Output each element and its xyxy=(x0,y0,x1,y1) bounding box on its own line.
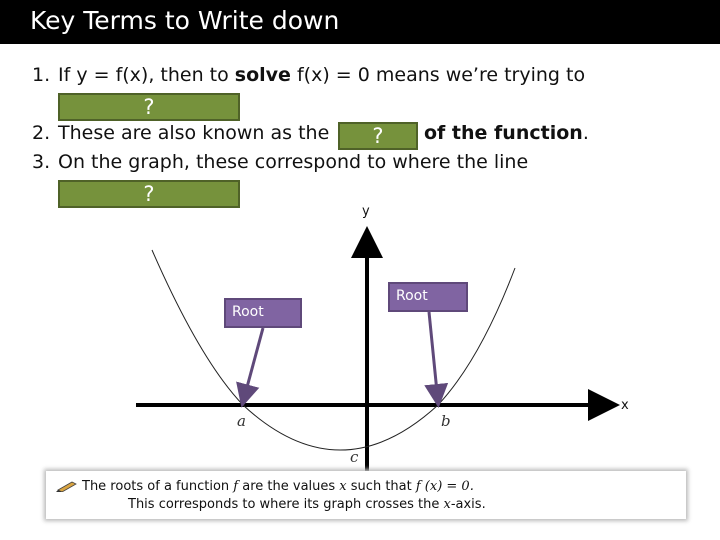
x-axis-label: x xyxy=(621,398,629,413)
note-math: f xyxy=(233,479,239,494)
item-text: On the graph, these correspond to where the line xyxy=(58,151,529,173)
answer-placeholder: ? xyxy=(372,124,384,148)
root-label-left xyxy=(224,298,302,328)
root-label-text: Root xyxy=(232,304,264,320)
item-bold: solve xyxy=(234,64,291,86)
root-label-right xyxy=(388,282,468,312)
point-c-label: c xyxy=(350,448,359,466)
definition-note xyxy=(46,471,686,519)
item-number: 2. xyxy=(32,122,51,144)
note-text: The roots of a function xyxy=(82,479,230,494)
answer-placeholder: ? xyxy=(143,95,155,119)
root-arrow-right xyxy=(429,312,438,402)
root-label-text: Root xyxy=(396,288,428,304)
page-title: Key Terms to Write down xyxy=(30,6,340,35)
point-a-label: a xyxy=(237,412,246,430)
item-text: If y = f(x), then to xyxy=(58,64,235,86)
item-bold: of the function xyxy=(424,122,583,144)
note-math: f (x) = 0. xyxy=(415,479,474,494)
pencil-icon xyxy=(56,480,78,496)
note-math: x xyxy=(339,479,347,494)
item-number: 1. xyxy=(32,64,51,86)
note-line-1 xyxy=(82,479,474,494)
note-text: are the values xyxy=(242,479,336,494)
note-math: x xyxy=(443,497,451,512)
note-text: This corresponds to where its graph crosses the xyxy=(128,497,440,512)
note-text: such that xyxy=(350,479,412,494)
item-text: . xyxy=(582,122,589,144)
note-text: -axis. xyxy=(450,497,486,512)
root-arrow-left xyxy=(243,328,263,402)
answer-placeholder: ? xyxy=(143,182,155,206)
note-line-2 xyxy=(128,497,486,512)
item-number: 3. xyxy=(32,151,51,173)
y-axis-label: y xyxy=(362,204,370,219)
parabola-curve xyxy=(152,250,515,450)
item-text: f(x) = 0 means we’re trying to xyxy=(290,64,586,86)
point-b-label: b xyxy=(441,412,451,430)
item-text: These are also known as the xyxy=(58,122,330,144)
